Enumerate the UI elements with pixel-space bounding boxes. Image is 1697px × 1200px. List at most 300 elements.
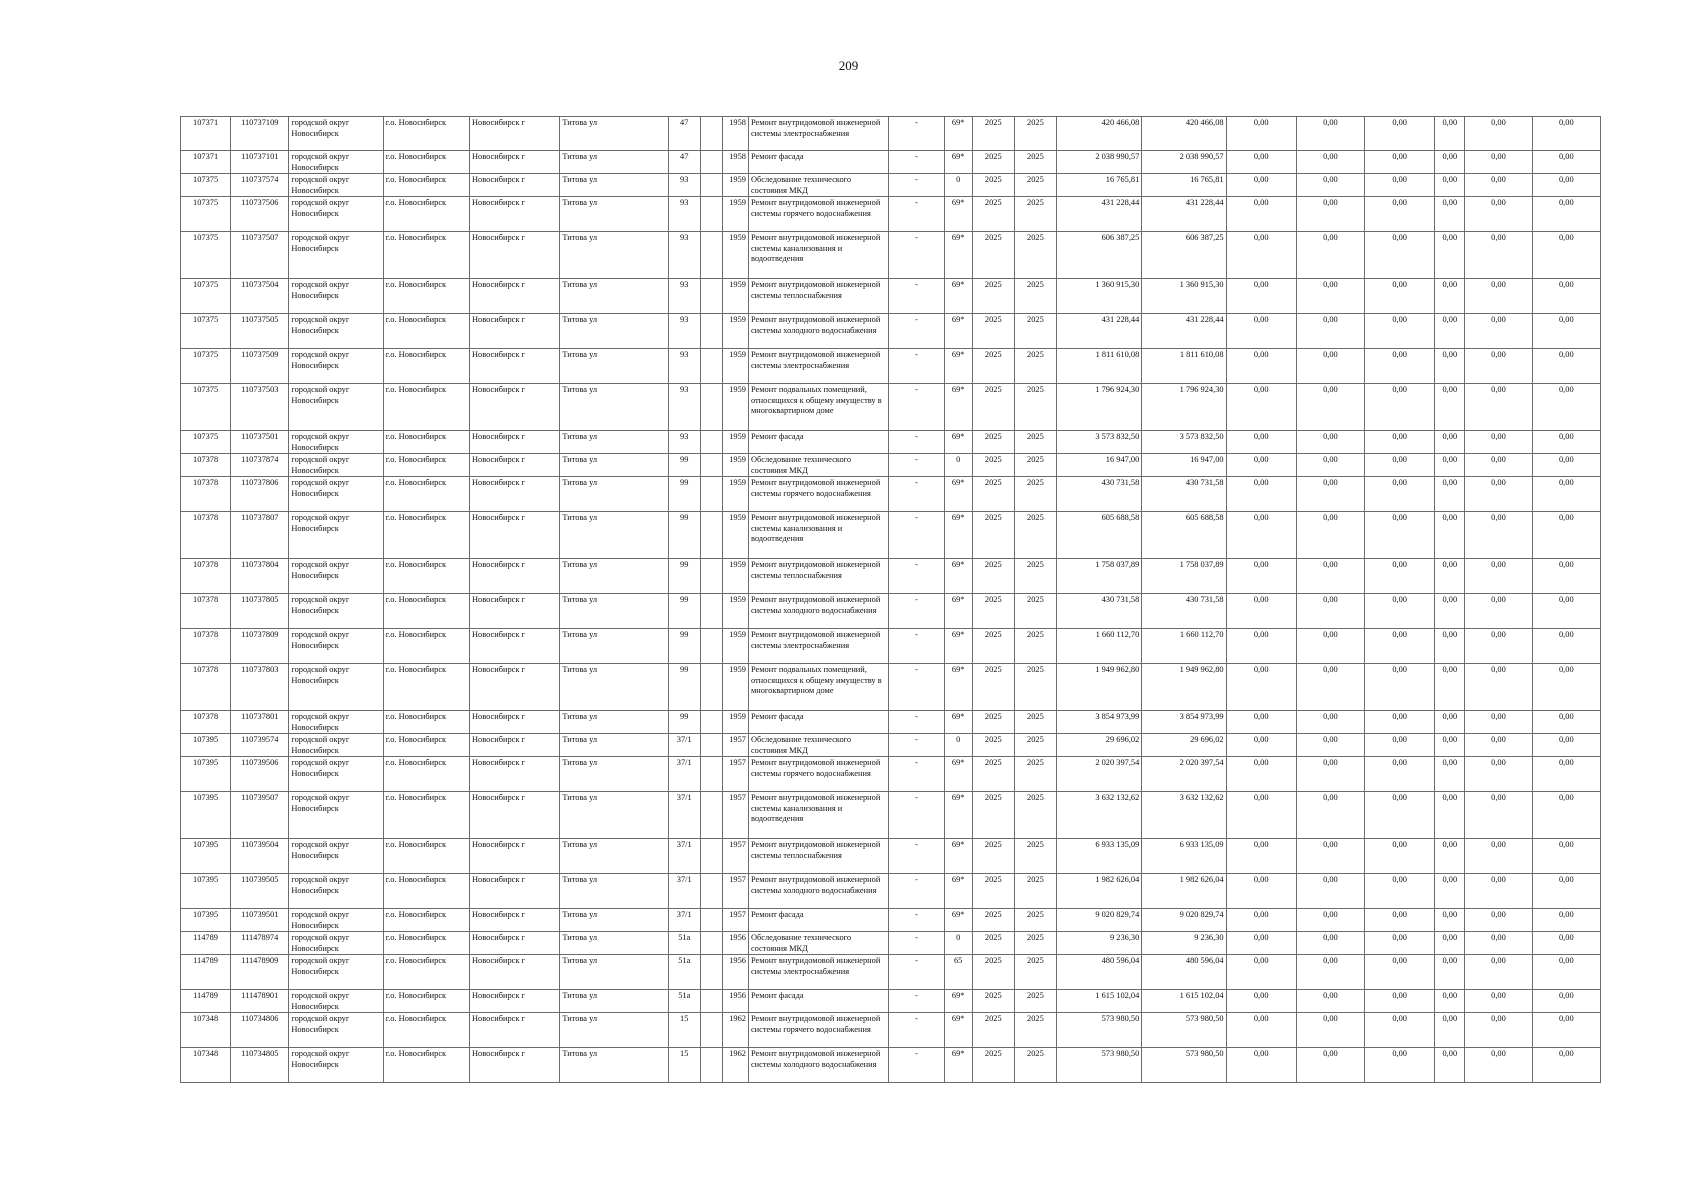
- cell-v2: 0,00: [1296, 174, 1364, 197]
- cell-dash: -: [889, 1048, 944, 1083]
- cell-wear: 69*: [944, 151, 972, 174]
- cell-v5: 0,00: [1465, 839, 1532, 874]
- cell-code: 110739501: [231, 909, 289, 932]
- cell-v5: 0,00: [1465, 874, 1532, 909]
- cell-code: 110737574: [231, 174, 289, 197]
- cell-wear: 0: [944, 734, 972, 757]
- cell-house: 93: [668, 232, 700, 279]
- cell-street: Титова ул: [560, 839, 668, 874]
- cell-city-district: г.о. Новосибирск: [383, 512, 469, 559]
- cell-v1: 0,00: [1226, 792, 1296, 839]
- cell-street: Титова ул: [560, 197, 668, 232]
- cell-house: 47: [668, 117, 700, 151]
- cell-settlement: Новосибирск г: [470, 990, 560, 1013]
- cell-v5: 0,00: [1465, 431, 1532, 454]
- cell-v2: 0,00: [1296, 664, 1364, 711]
- cell-district: городской округ Новосибирск: [289, 174, 383, 197]
- cell-code: 110739505: [231, 874, 289, 909]
- cell-y1: 2025: [972, 664, 1014, 711]
- cell-v6: 0,00: [1532, 839, 1600, 874]
- cell-v1: 0,00: [1226, 197, 1296, 232]
- cell-code: 110739574: [231, 734, 289, 757]
- table-row: [181, 1013, 1601, 1048]
- cell-settlement: Новосибирск г: [470, 174, 560, 197]
- cell-v3: 0,00: [1365, 384, 1435, 431]
- cell-y1: 2025: [972, 1013, 1014, 1048]
- cell-dash: -: [889, 757, 944, 792]
- cell-sum1: 430 731,58: [1142, 477, 1226, 512]
- cell-year: 1959: [722, 594, 748, 629]
- table-row: [181, 559, 1601, 594]
- cell-v4: 0,00: [1435, 629, 1465, 664]
- cell-wear: 69*: [944, 197, 972, 232]
- cell-district: городской округ Новосибирск: [289, 629, 383, 664]
- cell-v6: 0,00: [1532, 314, 1600, 349]
- table-row: [181, 932, 1601, 955]
- cell-v5: 0,00: [1465, 594, 1532, 629]
- cell-v1: 0,00: [1226, 1048, 1296, 1083]
- cell-district: городской округ Новосибирск: [289, 384, 383, 431]
- cell-street: Титова ул: [560, 594, 668, 629]
- cell-empty: [700, 734, 722, 757]
- cell-district: городской округ Новосибирск: [289, 874, 383, 909]
- cell-empty: [700, 1048, 722, 1083]
- cell-v3: 0,00: [1365, 664, 1435, 711]
- cell-v3: 0,00: [1365, 990, 1435, 1013]
- cell-id: 107375: [181, 349, 231, 384]
- cell-street: Титова ул: [560, 874, 668, 909]
- cell-city-district: г.о. Новосибирск: [383, 664, 469, 711]
- cell-code: 110739504: [231, 839, 289, 874]
- cell-district: городской округ Новосибирск: [289, 232, 383, 279]
- cell-sum1: 420 466,08: [1142, 117, 1226, 151]
- cell-wear: 65: [944, 955, 972, 990]
- cell-v2: 0,00: [1296, 932, 1364, 955]
- cell-total: 1 796 924,30: [1056, 384, 1141, 431]
- cell-city-district: г.о. Новосибирск: [383, 151, 469, 174]
- cell-dash: -: [889, 990, 944, 1013]
- cell-house: 37/1: [668, 874, 700, 909]
- table-row: [181, 757, 1601, 792]
- cell-id: 107378: [181, 477, 231, 512]
- cell-wear: 69*: [944, 990, 972, 1013]
- cell-city-district: г.о. Новосибирск: [383, 349, 469, 384]
- cell-sum1: 1 758 037,89: [1142, 559, 1226, 594]
- cell-sum1: 1 982 626,04: [1142, 874, 1226, 909]
- table-row: [181, 990, 1601, 1013]
- cell-v3: 0,00: [1365, 909, 1435, 932]
- cell-id: 107378: [181, 559, 231, 594]
- cell-empty: [700, 384, 722, 431]
- table-body: [181, 117, 1601, 1083]
- cell-empty: [700, 932, 722, 955]
- cell-empty: [700, 990, 722, 1013]
- cell-v4: 0,00: [1435, 232, 1465, 279]
- cell-v6: 0,00: [1532, 664, 1600, 711]
- cell-code: 110737503: [231, 384, 289, 431]
- cell-y1: 2025: [972, 757, 1014, 792]
- cell-dash: -: [889, 734, 944, 757]
- cell-v6: 0,00: [1532, 757, 1600, 792]
- cell-v5: 0,00: [1465, 454, 1532, 477]
- cell-v4: 0,00: [1435, 454, 1465, 477]
- cell-v6: 0,00: [1532, 1013, 1600, 1048]
- cell-house: 93: [668, 349, 700, 384]
- cell-v5: 0,00: [1465, 512, 1532, 559]
- cell-house: 93: [668, 431, 700, 454]
- cell-v2: 0,00: [1296, 594, 1364, 629]
- cell-v2: 0,00: [1296, 559, 1364, 594]
- cell-empty: [700, 314, 722, 349]
- cell-work: Ремонт фасада: [748, 990, 888, 1013]
- cell-empty: [700, 477, 722, 512]
- cell-v3: 0,00: [1365, 594, 1435, 629]
- cell-street: Титова ул: [560, 349, 668, 384]
- cell-v5: 0,00: [1465, 117, 1532, 151]
- cell-y2: 2025: [1014, 757, 1056, 792]
- cell-house: 37/1: [668, 757, 700, 792]
- cell-total: 3 573 832,50: [1056, 431, 1141, 454]
- cell-empty: [700, 594, 722, 629]
- cell-id: 107375: [181, 431, 231, 454]
- cell-dash: -: [889, 874, 944, 909]
- cell-v5: 0,00: [1465, 711, 1532, 734]
- cell-id: 114789: [181, 932, 231, 955]
- cell-v2: 0,00: [1296, 839, 1364, 874]
- cell-street: Титова ул: [560, 1013, 668, 1048]
- table-row: [181, 431, 1601, 454]
- cell-y2: 2025: [1014, 955, 1056, 990]
- cell-street: Титова ул: [560, 232, 668, 279]
- cell-v3: 0,00: [1365, 349, 1435, 384]
- cell-y1: 2025: [972, 151, 1014, 174]
- cell-year: 1957: [722, 757, 748, 792]
- table-row: [181, 197, 1601, 232]
- cell-settlement: Новосибирск г: [470, 955, 560, 990]
- cell-house: 99: [668, 559, 700, 594]
- cell-code: 110737803: [231, 664, 289, 711]
- cell-street: Титова ул: [560, 279, 668, 314]
- cell-v6: 0,00: [1532, 629, 1600, 664]
- cell-settlement: Новосибирск г: [470, 909, 560, 932]
- cell-street: Титова ул: [560, 512, 668, 559]
- cell-y2: 2025: [1014, 909, 1056, 932]
- cell-city-district: г.о. Новосибирск: [383, 454, 469, 477]
- cell-house: 15: [668, 1013, 700, 1048]
- cell-v4: 0,00: [1435, 734, 1465, 757]
- cell-wear: 69*: [944, 757, 972, 792]
- cell-empty: [700, 454, 722, 477]
- cell-dash: -: [889, 629, 944, 664]
- cell-dash: -: [889, 117, 944, 151]
- cell-empty: [700, 711, 722, 734]
- cell-empty: [700, 664, 722, 711]
- cell-sum1: 573 980,50: [1142, 1013, 1226, 1048]
- cell-v2: 0,00: [1296, 990, 1364, 1013]
- cell-district: городской округ Новосибирск: [289, 117, 383, 151]
- cell-street: Титова ул: [560, 1048, 668, 1083]
- cell-settlement: Новосибирск г: [470, 757, 560, 792]
- cell-y2: 2025: [1014, 232, 1056, 279]
- cell-v3: 0,00: [1365, 477, 1435, 512]
- cell-work: Ремонт внутридомовой инженерной системы электроснабжения: [748, 629, 888, 664]
- cell-work: Ремонт внутридомовой инженерной системы горячего водоснабжения: [748, 477, 888, 512]
- cell-district: городской округ Новосибирск: [289, 594, 383, 629]
- cell-settlement: Новосибирск г: [470, 477, 560, 512]
- cell-code: 110737801: [231, 711, 289, 734]
- cell-v3: 0,00: [1365, 1013, 1435, 1048]
- cell-district: городской округ Новосибирск: [289, 431, 383, 454]
- cell-street: Титова ул: [560, 909, 668, 932]
- cell-sum1: 9 236,30: [1142, 932, 1226, 955]
- table-row: [181, 384, 1601, 431]
- cell-y1: 2025: [972, 197, 1014, 232]
- cell-code: 111478974: [231, 932, 289, 955]
- cell-y1: 2025: [972, 990, 1014, 1013]
- cell-house: 93: [668, 279, 700, 314]
- cell-v2: 0,00: [1296, 1013, 1364, 1048]
- cell-district: городской округ Новосибирск: [289, 477, 383, 512]
- cell-id: 114789: [181, 990, 231, 1013]
- table-row: [181, 955, 1601, 990]
- cell-total: 9 236,30: [1056, 932, 1141, 955]
- cell-v1: 0,00: [1226, 151, 1296, 174]
- cell-v5: 0,00: [1465, 909, 1532, 932]
- cell-v6: 0,00: [1532, 594, 1600, 629]
- cell-total: 605 688,58: [1056, 512, 1141, 559]
- cell-sum1: 431 228,44: [1142, 314, 1226, 349]
- cell-v2: 0,00: [1296, 629, 1364, 664]
- cell-year: 1956: [722, 990, 748, 1013]
- cell-id: 114789: [181, 955, 231, 990]
- cell-v3: 0,00: [1365, 1048, 1435, 1083]
- cell-total: 1 615 102,04: [1056, 990, 1141, 1013]
- cell-y1: 2025: [972, 932, 1014, 955]
- cell-y1: 2025: [972, 734, 1014, 757]
- cell-settlement: Новосибирск г: [470, 454, 560, 477]
- cell-house: 51а: [668, 932, 700, 955]
- cell-wear: 69*: [944, 512, 972, 559]
- cell-v6: 0,00: [1532, 909, 1600, 932]
- cell-empty: [700, 757, 722, 792]
- cell-work: Ремонт внутридомовой инженерной системы электроснабжения: [748, 955, 888, 990]
- cell-v1: 0,00: [1226, 1013, 1296, 1048]
- cell-settlement: Новосибирск г: [470, 384, 560, 431]
- cell-house: 15: [668, 1048, 700, 1083]
- table-row: [181, 839, 1601, 874]
- cell-wear: 0: [944, 932, 972, 955]
- cell-total: 1 758 037,89: [1056, 559, 1141, 594]
- cell-v1: 0,00: [1226, 932, 1296, 955]
- cell-v2: 0,00: [1296, 477, 1364, 512]
- cell-sum1: 29 696,02: [1142, 734, 1226, 757]
- cell-dash: -: [889, 232, 944, 279]
- cell-work: Ремонт внутридомовой инженерной системы горячего водоснабжения: [748, 757, 888, 792]
- cell-y1: 2025: [972, 839, 1014, 874]
- cell-street: Титова ул: [560, 314, 668, 349]
- cell-sum1: 2 020 397,54: [1142, 757, 1226, 792]
- cell-work: Ремонт внутридомовой инженерной системы холодного водоснабжения: [748, 1048, 888, 1083]
- cell-v4: 0,00: [1435, 711, 1465, 734]
- cell-v2: 0,00: [1296, 757, 1364, 792]
- cell-v3: 0,00: [1365, 232, 1435, 279]
- cell-empty: [700, 839, 722, 874]
- cell-v2: 0,00: [1296, 197, 1364, 232]
- cell-year: 1959: [722, 232, 748, 279]
- cell-sum1: 1 811 610,08: [1142, 349, 1226, 384]
- cell-city-district: г.о. Новосибирск: [383, 279, 469, 314]
- cell-sum1: 1 796 924,30: [1142, 384, 1226, 431]
- cell-work: Ремонт внутридомовой инженерной системы холодного водоснабжения: [748, 314, 888, 349]
- cell-street: Титова ул: [560, 955, 668, 990]
- cell-v2: 0,00: [1296, 874, 1364, 909]
- cell-year: 1957: [722, 909, 748, 932]
- cell-dash: -: [889, 197, 944, 232]
- cell-sum1: 2 038 990,57: [1142, 151, 1226, 174]
- cell-code: 110737504: [231, 279, 289, 314]
- cell-house: 51а: [668, 990, 700, 1013]
- cell-city-district: г.о. Новосибирск: [383, 792, 469, 839]
- cell-house: 99: [668, 711, 700, 734]
- cell-settlement: Новосибирск г: [470, 839, 560, 874]
- cell-v1: 0,00: [1226, 349, 1296, 384]
- cell-year: 1959: [722, 314, 748, 349]
- cell-year: 1959: [722, 512, 748, 559]
- cell-y2: 2025: [1014, 197, 1056, 232]
- cell-v3: 0,00: [1365, 314, 1435, 349]
- cell-y1: 2025: [972, 1048, 1014, 1083]
- cell-empty: [700, 117, 722, 151]
- cell-dash: -: [889, 512, 944, 559]
- cell-wear: 69*: [944, 1013, 972, 1048]
- cell-dash: -: [889, 454, 944, 477]
- cell-v4: 0,00: [1435, 1048, 1465, 1083]
- table-row: [181, 664, 1601, 711]
- cell-empty: [700, 955, 722, 990]
- cell-v5: 0,00: [1465, 792, 1532, 839]
- cell-house: 37/1: [668, 734, 700, 757]
- cell-v4: 0,00: [1435, 955, 1465, 990]
- cell-work: Обследование технического состояния МКД: [748, 174, 888, 197]
- cell-total: 1 982 626,04: [1056, 874, 1141, 909]
- cell-street: Титова ул: [560, 990, 668, 1013]
- cell-v4: 0,00: [1435, 909, 1465, 932]
- cell-v3: 0,00: [1365, 792, 1435, 839]
- cell-settlement: Новосибирск г: [470, 629, 560, 664]
- table-row: [181, 629, 1601, 664]
- cell-v1: 0,00: [1226, 629, 1296, 664]
- cell-v6: 0,00: [1532, 792, 1600, 839]
- cell-city-district: г.о. Новосибирск: [383, 117, 469, 151]
- cell-district: городской округ Новосибирск: [289, 990, 383, 1013]
- cell-v1: 0,00: [1226, 477, 1296, 512]
- cell-v3: 0,00: [1365, 197, 1435, 232]
- cell-y2: 2025: [1014, 839, 1056, 874]
- cell-total: 606 387,25: [1056, 232, 1141, 279]
- cell-v2: 0,00: [1296, 955, 1364, 990]
- cell-v1: 0,00: [1226, 431, 1296, 454]
- cell-y1: 2025: [972, 792, 1014, 839]
- cell-settlement: Новосибирск г: [470, 594, 560, 629]
- cell-empty: [700, 1013, 722, 1048]
- cell-total: 1 660 112,70: [1056, 629, 1141, 664]
- cell-v4: 0,00: [1435, 174, 1465, 197]
- cell-settlement: Новосибирск г: [470, 734, 560, 757]
- cell-id: 107375: [181, 232, 231, 279]
- cell-work: Обследование технического состояния МКД: [748, 932, 888, 955]
- cell-v4: 0,00: [1435, 151, 1465, 174]
- cell-v3: 0,00: [1365, 117, 1435, 151]
- cell-v1: 0,00: [1226, 232, 1296, 279]
- cell-id: 107378: [181, 512, 231, 559]
- cell-wear: 69*: [944, 349, 972, 384]
- cell-id: 107378: [181, 711, 231, 734]
- cell-work: Ремонт внутридомовой инженерной системы теплоснабжения: [748, 839, 888, 874]
- cell-wear: 69*: [944, 1048, 972, 1083]
- cell-y2: 2025: [1014, 477, 1056, 512]
- cell-street: Титова ул: [560, 384, 668, 431]
- cell-code: 110737507: [231, 232, 289, 279]
- cell-district: городской округ Новосибирск: [289, 349, 383, 384]
- cell-house: 93: [668, 384, 700, 431]
- cell-v4: 0,00: [1435, 431, 1465, 454]
- cell-y1: 2025: [972, 629, 1014, 664]
- cell-y2: 2025: [1014, 594, 1056, 629]
- cell-v1: 0,00: [1226, 594, 1296, 629]
- cell-settlement: Новосибирск г: [470, 559, 560, 594]
- cell-v2: 0,00: [1296, 151, 1364, 174]
- cell-work: Ремонт подвальных помещений, относящихся к общему имуществу в многоквартирном доме: [748, 384, 888, 431]
- cell-city-district: г.о. Новосибирск: [383, 197, 469, 232]
- cell-v3: 0,00: [1365, 512, 1435, 559]
- cell-id: 107348: [181, 1048, 231, 1083]
- cell-id: 107378: [181, 664, 231, 711]
- table-row: [181, 711, 1601, 734]
- cell-year: 1957: [722, 874, 748, 909]
- cell-city-district: г.о. Новосибирск: [383, 314, 469, 349]
- cell-id: 107395: [181, 874, 231, 909]
- cell-y2: 2025: [1014, 431, 1056, 454]
- cell-id: 107395: [181, 757, 231, 792]
- cell-city-district: г.о. Новосибирск: [383, 990, 469, 1013]
- cell-total: 2 020 397,54: [1056, 757, 1141, 792]
- cell-district: городской округ Новосибирск: [289, 792, 383, 839]
- cell-street: Титова ул: [560, 711, 668, 734]
- cell-sum1: 430 731,58: [1142, 594, 1226, 629]
- cell-sum1: 1 360 915,30: [1142, 279, 1226, 314]
- table-row: [181, 314, 1601, 349]
- cell-sum1: 1 949 962,80: [1142, 664, 1226, 711]
- cell-total: 1 949 962,80: [1056, 664, 1141, 711]
- cell-total: 1 811 610,08: [1056, 349, 1141, 384]
- table-row: [181, 151, 1601, 174]
- cell-v4: 0,00: [1435, 384, 1465, 431]
- cell-dash: -: [889, 559, 944, 594]
- cell-street: Титова ул: [560, 559, 668, 594]
- cell-year: 1959: [722, 664, 748, 711]
- cell-empty: [700, 629, 722, 664]
- cell-year: 1956: [722, 955, 748, 990]
- cell-house: 37/1: [668, 839, 700, 874]
- cell-work: Обследование технического состояния МКД: [748, 734, 888, 757]
- cell-y2: 2025: [1014, 454, 1056, 477]
- cell-v6: 0,00: [1532, 1048, 1600, 1083]
- cell-v4: 0,00: [1435, 477, 1465, 512]
- cell-work: Ремонт внутридомовой инженерной системы канализования и водоотведения: [748, 232, 888, 279]
- cell-v3: 0,00: [1365, 559, 1435, 594]
- cell-v6: 0,00: [1532, 512, 1600, 559]
- cell-dash: -: [889, 711, 944, 734]
